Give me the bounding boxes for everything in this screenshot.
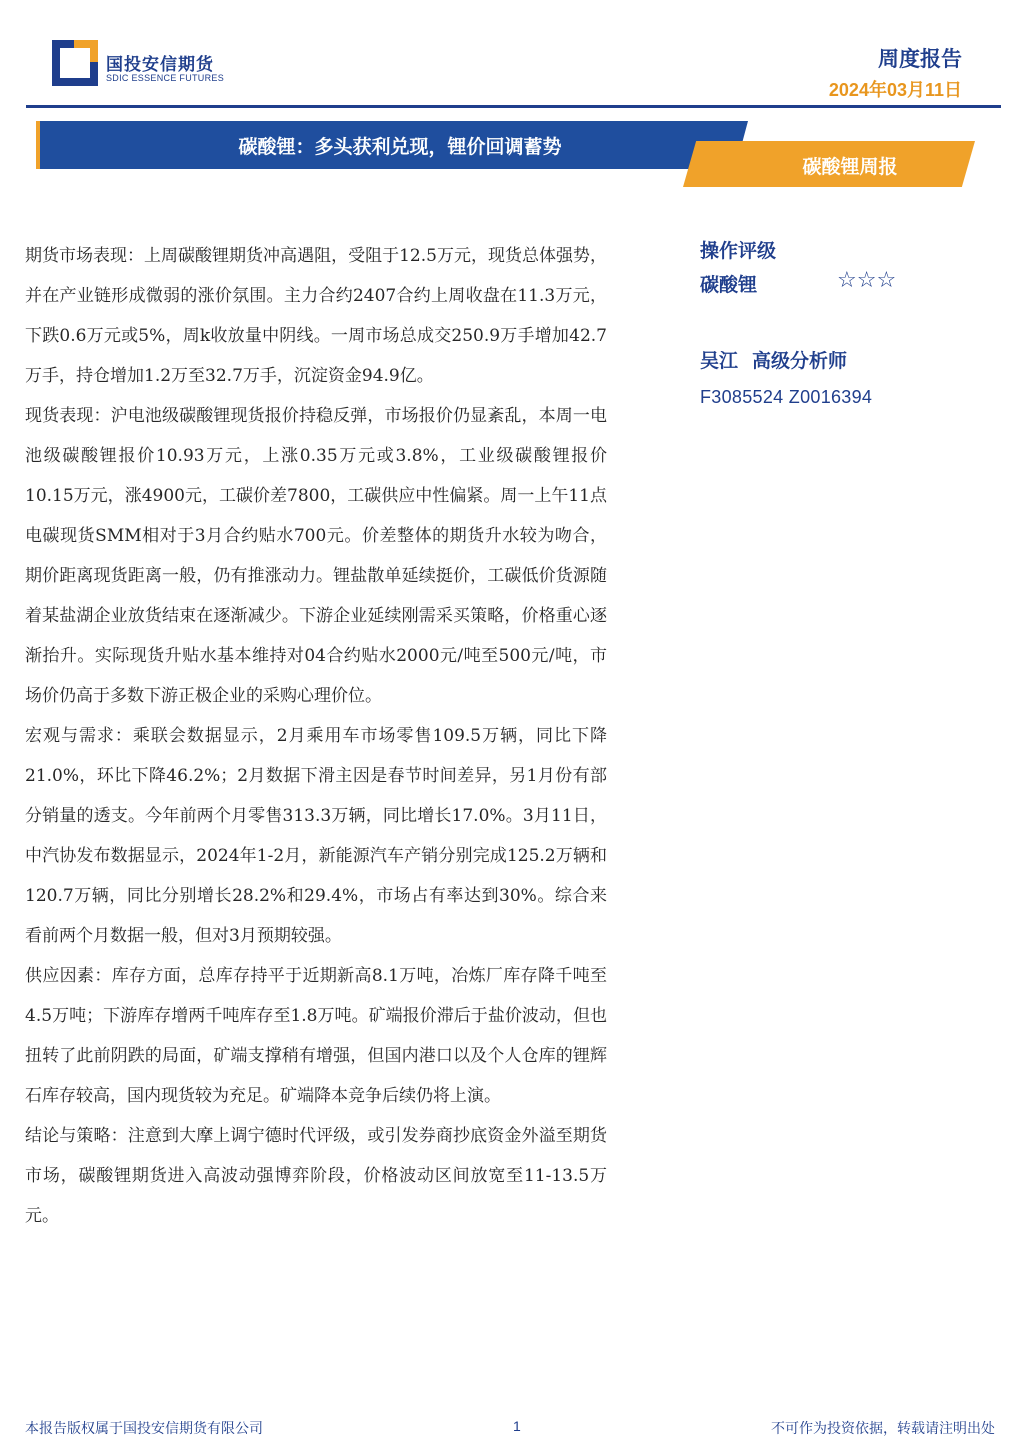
company-logo <box>52 40 252 90</box>
rating-row <box>700 270 980 300</box>
page-number: 1 <box>513 1418 521 1434</box>
logo-text-cn: 国投安信期货 <box>106 55 214 75</box>
logo-mark-icon <box>52 40 98 86</box>
section-tag-label: 碳酸锂周报 <box>802 156 898 178</box>
report-body <box>25 236 607 1236</box>
rating-stars-icon: ☆☆☆ <box>837 268 897 293</box>
footer-disclaimer: 不可作为投资依据，转载请注明出处 <box>771 1421 995 1437</box>
footer-copyright: 本报告版权属于国投安信期货有限公司 <box>25 1421 263 1437</box>
paragraph-spot-market: 现货表现：沪电池级碳酸锂现货报价持稳反弹，市场报价仍显紊乱，本周一电池级碳酸锂报价10.93万元，上涨0.35万元或3.8%，工业级碳酸锂报价10.15万元，涨4900元，工碳价差7800，工碳供应中性偏紧。周一上午11点电碳现货SMM相对于3月合约贴水700元。价差整体的期货升水较为吻合，期价距离现货距离一般，仍有推涨动力。锂盐散单延续挺价，工碳低价货源随着某盐湖企业放货结束在逐渐减少。下游企业延续刚需采买策略，价格重心逐渐抬升。实际现货升贴水基本维持对04合约贴水2000元/吨至500元/吨，市场价仍高于多数下游正极企业的采购心理价位。 <box>25 406 607 706</box>
header-divider <box>26 105 1001 108</box>
title-banner-accent <box>36 121 40 169</box>
rating-title: 操作评级 <box>700 240 777 262</box>
paragraph-supply: 供应因素：库存方面，总库存持平于近期新高8.1万吨，冶炼厂库存降千吨至4.5万吨；下游库存增两千吨库存至1.8万吨。矿端报价滞后于盐价波动，但也扭转了此前阴跌的局面，矿端支撑稍有增强，但国内港口以及个人仓库的锂辉石库存较高，国内现货较为充足。矿端降本竞争后续仍将上演。 <box>25 966 607 1106</box>
paragraph-macro-demand: 宏观与需求：乘联会数据显示，2月乘用车市场零售109.5万辆，同比下降21.0%，环比下降46.2%；2月数据下滑主因是春节时间差异，另1月份有部分销量的透支。今年前两个月零售313.3万辆，同比增长17.0%。3月11日，中汽协发布数据显示，2024年1-2月，新能源汽车产销分别完成125.2万辆和120.7万辆，同比分别增长28.2%和29.4%，市场占有率达到30%。综合来看前两个月数据一般，但对3月预期较强。 <box>25 726 607 946</box>
analyst-license: F3085524 Z0016394 <box>700 387 873 407</box>
analyst-info <box>700 346 980 373</box>
report-date: 2024年03月11日 <box>828 80 962 100</box>
logo-text-en: SDIC ESSENCE FUTURES <box>106 73 225 83</box>
paragraph-futures-market: 期货市场表现：上周碳酸锂期货冲高遇阻，受阻于12.5万元，现货总体强势，并在产业链形成微弱的涨价氛围。主力合约2407合约上周收盘在11.3万元，下跌0.6万元或5%，周k收放量中阴线。一周市场总成交250.9万手增加42.7万手，持仓增加1.2万至32.7万手，沉淀资金94.9亿。 <box>25 246 607 386</box>
analyst-name: 吴江 <box>700 350 739 372</box>
sidebar <box>700 236 980 408</box>
report-type-label: 周度报告 <box>878 47 962 71</box>
analyst-title: 高级分析师 <box>752 350 848 372</box>
paragraph-conclusion: 结论与策略：注意到大摩上调宁德时代评级，或引发券商抄底资金外溢至期货市场，碳酸锂期货进入高波动强博弈阶段，价格波动区间放宽至11-13.5万元。 <box>25 1126 607 1226</box>
rating-item-label: 碳酸锂 <box>700 274 758 296</box>
report-title: 碳酸锂：多头获利兑现，锂价回调蓄势 <box>238 136 562 158</box>
